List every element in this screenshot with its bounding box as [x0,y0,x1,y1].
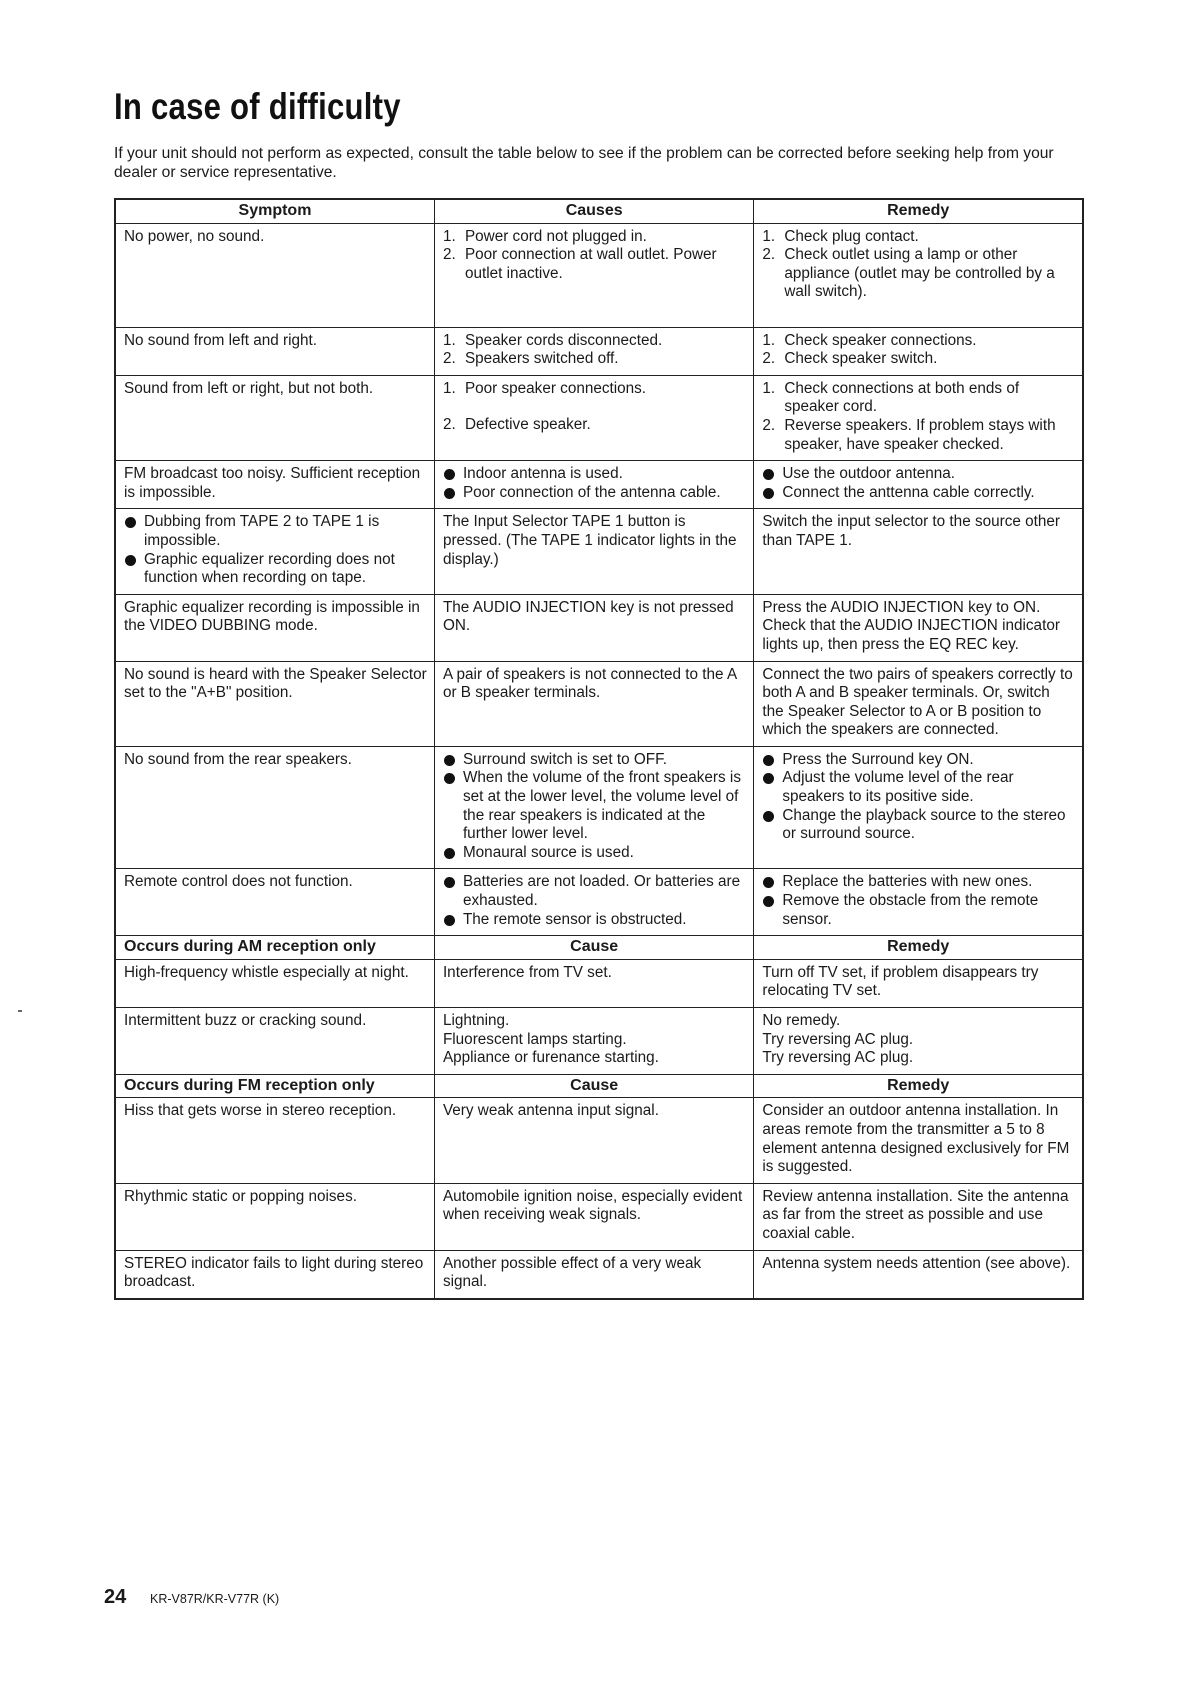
list-item: 2. Check speaker switch. [762,350,938,368]
list-item: Press the Surround key ON. [762,751,1075,770]
header-remedy: Remedy [754,199,1083,223]
causes-cell: The Input Selector TAPE 1 button is pressed. (The TAPE 1 indicator lights in the display.) [434,509,753,594]
remedy-cell: Consider an outdoor antenna installation. In areas remote from the transmitter a 5 to 8 element antenna designed exclusively for FM is suggested. [754,1098,1083,1183]
scan-mark [18,1010,22,1012]
table-row [115,746,1083,869]
page-number: 24 [104,1586,127,1608]
causes-cell: A pair of speakers is not connected to the A or B speaker terminals. [434,661,753,746]
list-item: 1. Check connections at both ends of speaker cord. [762,379,1020,416]
list-item: 2. Speakers switched off. [442,350,619,368]
troubleshooting-table [114,198,1084,1300]
list-item: 2. Reverse speakers. If problem stays with speaker, have speaker checked. [762,416,1056,453]
page-title: In case of difficulty [114,86,401,127]
table-row [115,223,1083,327]
remedy-cell [754,1008,1083,1075]
list-item: Indoor antenna is used. [443,465,746,484]
symptom-cell: Remote control does not function. [115,869,434,936]
causes-cell [434,746,753,869]
text-line: Fluorescent lamps starting. [442,1030,627,1048]
list-item: Surround switch is set to OFF. [443,751,746,770]
table-row [115,1183,1083,1250]
remedy-cell [754,461,1083,509]
remedy-cell: Turn off TV set, if problem disappears try relocating TV set. [754,959,1083,1007]
am-section-header-row [115,936,1083,960]
remedy-cell: Connect the two pairs of speakers correctly to both A and B speaker terminals. Or, switch the Speaker Selector to A or B position to which the speakers are connected. [754,661,1083,746]
list-item: 1. Poor speaker connections. [442,379,647,397]
causes-cell [434,461,753,509]
remedy-cell [754,746,1083,869]
remedy-cell [754,869,1083,936]
remedy-cell: Review antenna installation. Site the antenna as far from the street as possible and use coaxial cable. [754,1183,1083,1250]
table-header-row [115,199,1083,223]
list-item: When the volume of the front speakers is set at the lower level, the volume level of the rear speakers is indicated at the further lower level. [443,769,746,843]
table-row [115,661,1083,746]
list-item: 2. Poor connection at wall outlet. Power outlet inactive. [442,246,717,282]
list-item: Graphic equalizer recording does not function when recording on tape. [124,551,427,588]
table-row [115,1250,1083,1299]
list-item: 1. Speaker cords disconnected. [442,331,663,349]
header-remedy: Remedy [754,1074,1083,1098]
symptom-cell: Rhythmic static or popping noises. [115,1183,434,1250]
text-line: Try reversing AC plug. [762,1030,914,1048]
remedy-cell [754,223,1083,327]
remedy-cell [754,327,1083,375]
header-causes: Causes [434,199,753,223]
causes-cell [434,1008,753,1075]
symptom-cell: FM broadcast too noisy. Sufficient reception is impossible. [115,461,434,509]
text-line: Lightning. [442,1012,510,1029]
header-cause: Cause [434,1074,753,1098]
list-item: Remove the obstacle from the remote sensor. [762,892,1075,929]
causes-cell: The AUDIO INJECTION key is not pressed ON. [434,594,753,661]
text-line: Appliance or furenance starting. [442,1049,659,1067]
remedy-cell: Switch the input selector to the source other than TAPE 1. [754,509,1083,594]
table-row [115,1008,1083,1075]
list-item: The remote sensor is obstructed. [443,911,746,930]
list-item: 1. Check speaker connections. [762,331,977,349]
text-line: Try reversing AC plug. [762,1049,914,1067]
list-item: Change the playback source to the stereo or surround source. [762,807,1075,844]
list-item: Replace the batteries with new ones. [762,873,1075,892]
causes-cell [434,869,753,936]
intro-text: If your unit should not perform as expected, consult the table below to see if the problem can be corrected before seeking help from your dealer or service representative. [114,145,1054,181]
causes-cell: Interference from TV set. [434,959,753,1007]
causes-cell: Very weak antenna input signal. [434,1098,753,1183]
list-item: 1. Power cord not plugged in. [442,227,647,245]
list-item: Dubbing from TAPE 2 to TAPE 1 is impossible. [124,513,427,550]
symptom-cell: No sound from the rear speakers. [115,746,434,869]
symptom-cell: High-frequency whistle especially at night. [115,959,434,1007]
symptom-cell: STEREO indicator fails to light during stereo broadcast. [115,1250,434,1299]
table-row [115,375,1083,460]
list-item: Monaural source is used. [443,844,746,863]
list-item: Use the outdoor antenna. [762,465,1075,484]
list-item: Adjust the volume level of the rear speakers to its positive side. [762,769,1075,806]
symptom-cell [115,509,434,594]
list-item: Poor connection of the antenna cable. [443,484,746,503]
header-remedy: Remedy [754,936,1083,960]
table-row [115,959,1083,1007]
causes-cell [434,223,753,327]
symptom-cell: No sound is heard with the Speaker Selector set to the "A+B" position. [115,661,434,746]
list-item: Connect the anttenna cable correctly. [762,484,1075,503]
causes-cell [434,327,753,375]
symptom-cell: Sound from left or right, but not both. [115,375,434,460]
list-item: 2. Defective speaker. [442,416,591,434]
causes-cell: Automobile ignition noise, especially evident when receiving weak signals. [434,1183,753,1250]
header-cause: Cause [434,936,753,960]
symptom-cell: No sound from left and right. [115,327,434,375]
table-row [115,1098,1083,1183]
table-row [115,327,1083,375]
symptom-cell: No power, no sound. [115,223,434,327]
symptom-cell: Graphic equalizer recording is impossible in the VIDEO DUBBING mode. [115,594,434,661]
list-item: 2. Check outlet using a lamp or other appliance (outlet may be controlled by a wall switch). [762,246,1055,301]
am-section-title: Occurs during AM reception only [115,936,434,960]
remedy-cell: Antenna system needs attention (see above). [754,1250,1083,1299]
model-number: KR-V87R/KR-V77R (K) [150,1592,280,1606]
symptom-cell: Intermittent buzz or cracking sound. [115,1008,434,1075]
fm-section-header-row [115,1074,1083,1098]
remedy-cell: Press the AUDIO INJECTION key to ON. Check that the AUDIO INJECTION indicator lights up, then press the EQ REC key. [754,594,1083,661]
header-symptom: Symptom [115,199,434,223]
causes-cell [434,375,753,460]
text-line: No remedy. [762,1012,841,1029]
table-row [115,594,1083,661]
causes-cell: Another possible effect of a very weak signal. [434,1250,753,1299]
remedy-cell [754,375,1083,460]
list-item: Batteries are not loaded. Or batteries are exhausted. [443,873,746,910]
table-row [115,869,1083,936]
fm-section-title: Occurs during FM reception only [115,1074,434,1098]
table-row [115,509,1083,594]
list-item: 1. Check plug contact. [762,227,919,245]
symptom-cell: Hiss that gets worse in stereo reception. [115,1098,434,1183]
table-row [115,461,1083,509]
